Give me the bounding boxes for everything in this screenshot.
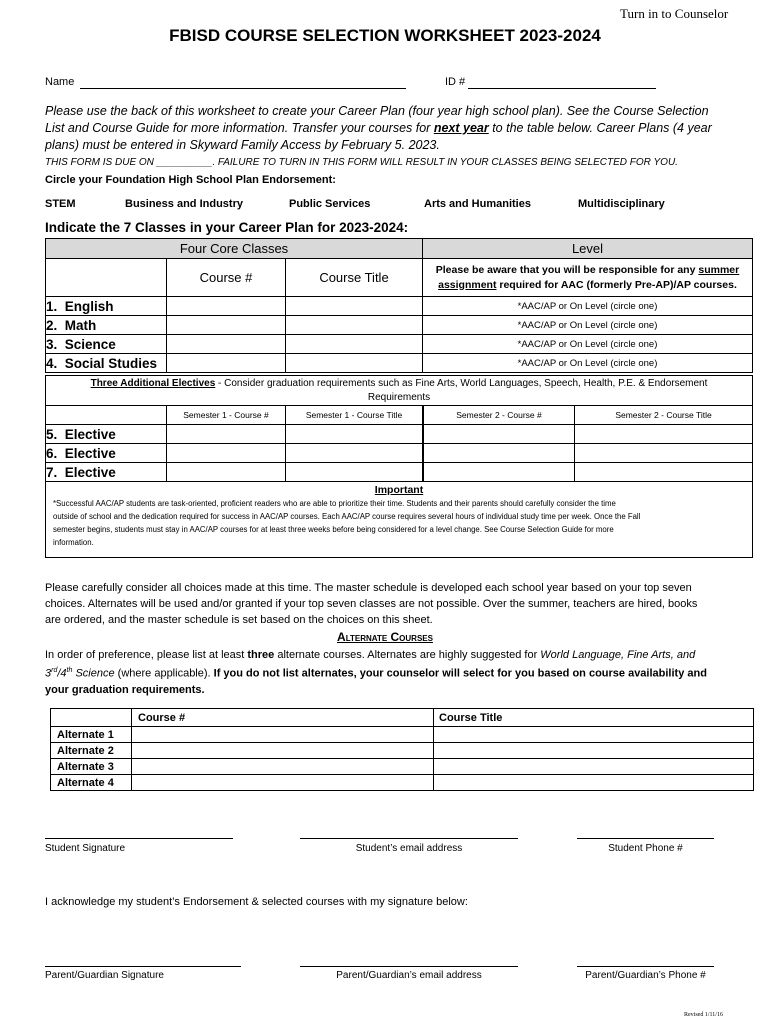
important-line-3: semester begins, students must stay in AAC/AP courses for at least three weeks before being considered for a level change. See Course Selection Guide for more — [53, 525, 614, 534]
student-signature-label: Student Signature — [45, 843, 126, 854]
electives-title: Three Additional Electives — [90, 377, 216, 389]
alternate-4-label: Alternate 4 — [51, 775, 132, 791]
endorsement-business[interactable]: Business and Industry — [125, 198, 243, 210]
consider-line-3: are ordered, and the master schedule is set based on the choices on this sheet. — [45, 614, 433, 626]
row-number: 5. — [46, 426, 58, 442]
student-signature-line[interactable] — [45, 838, 233, 839]
level-note — [423, 259, 753, 297]
consider-line-1: Please carefully consider all choices made at this time. The master schedule is developed each school year based on your top seven — [45, 582, 692, 594]
blank-cell — [51, 709, 132, 727]
elective-row-6 — [46, 444, 167, 463]
row-number: 3. — [46, 336, 58, 352]
row-number: 1. — [46, 298, 58, 314]
parent-signature-label: Parent/Guardian Signature — [45, 970, 164, 981]
elective-row-7 — [46, 463, 167, 482]
core-row-english — [46, 297, 167, 316]
col-sem1-course-num: Semester 1 - Course # — [167, 406, 286, 425]
intro-line-1: Please use the back of this worksheet to create your Career Plan (four year high school plan). See the Course Selection — [45, 104, 709, 118]
due-date-blank[interactable]: __________ — [156, 157, 213, 168]
intro-line-2 — [45, 120, 712, 137]
science-course-title[interactable] — [286, 335, 423, 354]
student-email-label: Student’s email address — [355, 843, 463, 854]
parent-signature-line[interactable] — [45, 966, 241, 967]
name-field[interactable] — [80, 88, 406, 89]
social-studies-level[interactable]: *AAC/AP or On Level (circle one) — [423, 354, 753, 373]
subject-label: English — [64, 298, 114, 314]
core-header: Four Core Classes — [46, 239, 423, 259]
elective-6-sem2-num[interactable] — [423, 444, 575, 463]
col-sem2-course-num: Semester 2 - Course # — [423, 406, 575, 425]
turn-in-note: Turn in to Counselor — [620, 6, 729, 21]
electives-note — [46, 376, 753, 406]
classes-heading: Indicate the 7 Classes in your Career Plan for 2023-2024: — [45, 220, 409, 235]
alternates-heading: Alternate Courses — [337, 630, 433, 644]
important-line-1: *Successful AAC/AP students are task-oriented, proficient readers who are able to prioritize their time. Students and their parents should carefully consider the time — [53, 499, 616, 508]
elective-row-5 — [46, 425, 167, 444]
row-number: 4. — [46, 355, 58, 371]
alternate-1-label: Alternate 1 — [51, 727, 132, 743]
important-line-2: outside of school and the dedication required for success in AAC/AP courses. Each AAC/AP course requires several hours of individual study time per week. Once the Fall — [53, 512, 641, 521]
science-level[interactable]: *AAC/AP or On Level (circle one) — [423, 335, 753, 354]
alt-warning: If you do not list alternates, your counselor will select for you based on course availability and — [213, 667, 707, 680]
id-field[interactable] — [468, 88, 656, 89]
important-title: Important — [374, 484, 424, 496]
acknowledgement-text: I acknowledge my student’s Endorsement & selected courses with my signature below: — [45, 896, 468, 908]
elective-7-sem2-num[interactable] — [423, 463, 575, 482]
alt-col-course-title: Course Title — [434, 709, 754, 727]
intro-text-end: to the table below. Career Plans (4 year — [488, 121, 712, 135]
student-phone-line[interactable] — [577, 838, 714, 839]
endorsement-arts[interactable]: Arts and Humanities — [424, 198, 531, 210]
science-course-num[interactable] — [167, 335, 286, 354]
alt-subjects: World Language, Fine Arts, and — [540, 649, 696, 661]
core-classes-table — [45, 238, 753, 373]
alt-science: Science — [72, 667, 115, 680]
elective-5-sem1-num[interactable] — [167, 425, 286, 444]
math-level[interactable]: *AAC/AP or On Level (circle one) — [423, 316, 753, 335]
alt-4th: /4 — [57, 667, 67, 680]
alternate-4-course-title[interactable] — [434, 775, 754, 791]
row-number: 2. — [46, 317, 58, 333]
important-line-4: information. — [53, 538, 94, 547]
english-course-title[interactable] — [286, 297, 423, 316]
parent-phone-label: Parent/Guardian’s Phone # — [585, 970, 706, 981]
intro-text: List and Course Guide for more information. Transfer your courses for — [45, 121, 434, 135]
social-studies-course-num[interactable] — [167, 354, 286, 373]
parent-email-line[interactable] — [300, 966, 518, 967]
alternates-line-3: your graduation requirements. — [45, 683, 205, 696]
blank-cell — [46, 406, 167, 425]
elective-6-sem2-title[interactable] — [575, 444, 753, 463]
elective-7-sem1-title[interactable] — [286, 463, 424, 482]
alternate-3-label: Alternate 3 — [51, 759, 132, 775]
elective-7-sem1-num[interactable] — [167, 463, 286, 482]
page-title: FBISD COURSE SELECTION WORKSHEET 2023-2024 — [169, 26, 601, 45]
circle-endorsement-label: Circle your Foundation High School Plan Endorsement: — [45, 174, 336, 186]
subject-label: Social Studies — [64, 355, 158, 371]
alt-text: In order of preference, please list at least — [45, 649, 248, 661]
alt-three: three — [247, 649, 275, 661]
col-sem1-course-title: Semester 1 - Course Title — [286, 406, 424, 425]
revised-date: Revised 1/11/16 — [684, 1012, 723, 1018]
alternates-line-2 — [45, 663, 707, 682]
alternate-2-course-num[interactable] — [132, 743, 434, 759]
alt-3rd: 3 — [45, 667, 52, 680]
alternate-2-label: Alternate 2 — [51, 743, 132, 759]
alternate-2-course-title[interactable] — [434, 743, 754, 759]
col-sem2-course-title: Semester 2 - Course Title — [575, 406, 753, 425]
alternate-3-course-title[interactable] — [434, 759, 754, 775]
core-row-math — [46, 316, 167, 335]
level-note-text: Please be aware that you will be responsible for any — [435, 263, 699, 276]
endorsement-public-services[interactable]: Public Services — [289, 198, 371, 210]
math-course-num[interactable] — [167, 316, 286, 335]
blank-cell — [46, 259, 167, 297]
id-label: ID # — [445, 76, 466, 88]
elective-label: Elective — [64, 445, 116, 461]
col-course-title: Course Title — [286, 259, 423, 297]
endorsement-multidisciplinary[interactable]: Multidisciplinary — [578, 198, 665, 210]
english-course-num[interactable] — [167, 297, 286, 316]
social-studies-course-title[interactable] — [286, 354, 423, 373]
alt-text-2: alternate courses. Alternates are highly suggested for — [274, 649, 541, 661]
elective-5-sem1-title[interactable] — [286, 425, 424, 444]
subject-label: Science — [64, 336, 116, 352]
electives-note-text-2: Requirements — [367, 391, 431, 403]
student-phone-label: Student Phone # — [608, 843, 683, 854]
assignment-emphasis: assignment — [438, 278, 497, 291]
electives-table — [45, 375, 753, 558]
alternate-3-course-num[interactable] — [132, 759, 434, 775]
due-text: THIS FORM IS DUE ON — [45, 157, 154, 168]
level-header: Level — [423, 239, 753, 259]
student-email-line[interactable] — [300, 838, 518, 839]
due-warning: . FAILURE TO TURN IN THIS FORM WILL RESULT IN YOUR CLASSES BEING SELECTED FOR YOU. — [212, 157, 678, 168]
elective-7-sem2-title[interactable] — [575, 463, 753, 482]
parent-email-label: Parent/Guardian’s email address — [336, 970, 482, 981]
intro-paragraph — [45, 103, 712, 154]
consider-line-2: choices. Alternates will be used and/or granted if your top seven classes are not possible. Over the summer, teachers are hired, books — [45, 598, 698, 610]
electives-note-text: - Consider graduation requirements such as Fine Arts, World Languages, Speech, Health, P.E. & Endorsement — [215, 377, 708, 389]
col-course-num: Course # — [167, 259, 286, 297]
row-number: 6. — [46, 445, 58, 461]
elective-5-sem2-title[interactable] — [575, 425, 753, 444]
math-course-title[interactable] — [286, 316, 423, 335]
endorsement-stem[interactable]: STEM — [45, 198, 76, 210]
elective-6-sem1-num[interactable] — [167, 444, 286, 463]
alternates-table — [50, 708, 754, 791]
row-number: 7. — [46, 464, 58, 480]
alt-th: th — [66, 667, 73, 674]
elective-label: Elective — [64, 464, 116, 480]
english-level[interactable]: *AAC/AP or On Level (circle one) — [423, 297, 753, 316]
alt-rd: rd — [51, 667, 58, 674]
core-row-social-studies — [46, 354, 167, 373]
summer-emphasis: summer — [698, 263, 740, 276]
important-box — [46, 482, 753, 558]
consider-paragraph — [45, 580, 697, 628]
name-label: Name — [45, 76, 75, 88]
alternates-paragraph — [45, 647, 707, 698]
alt-where: (where applicable). — [114, 667, 214, 680]
level-note-end: required for AAC (formerly Pre-AP)/AP courses. — [496, 278, 737, 291]
alternate-1-course-num[interactable] — [132, 727, 434, 743]
elective-5-sem2-num[interactable] — [423, 425, 575, 444]
alternates-line-1 — [45, 647, 707, 663]
elective-label: Elective — [64, 426, 116, 442]
next-year-emphasis: next year — [433, 121, 489, 135]
alt-col-course-num: Course # — [132, 709, 434, 727]
due-notice — [45, 157, 678, 168]
parent-phone-line[interactable] — [577, 966, 714, 967]
core-row-science — [46, 335, 167, 354]
subject-label: Math — [64, 317, 97, 333]
alternate-4-course-num[interactable] — [132, 775, 434, 791]
alternate-1-course-title[interactable] — [434, 727, 754, 743]
intro-line-3: plans) must be entered in Skyward Family Access by February 5. 2023. — [45, 138, 440, 152]
elective-6-sem1-title[interactable] — [286, 444, 424, 463]
